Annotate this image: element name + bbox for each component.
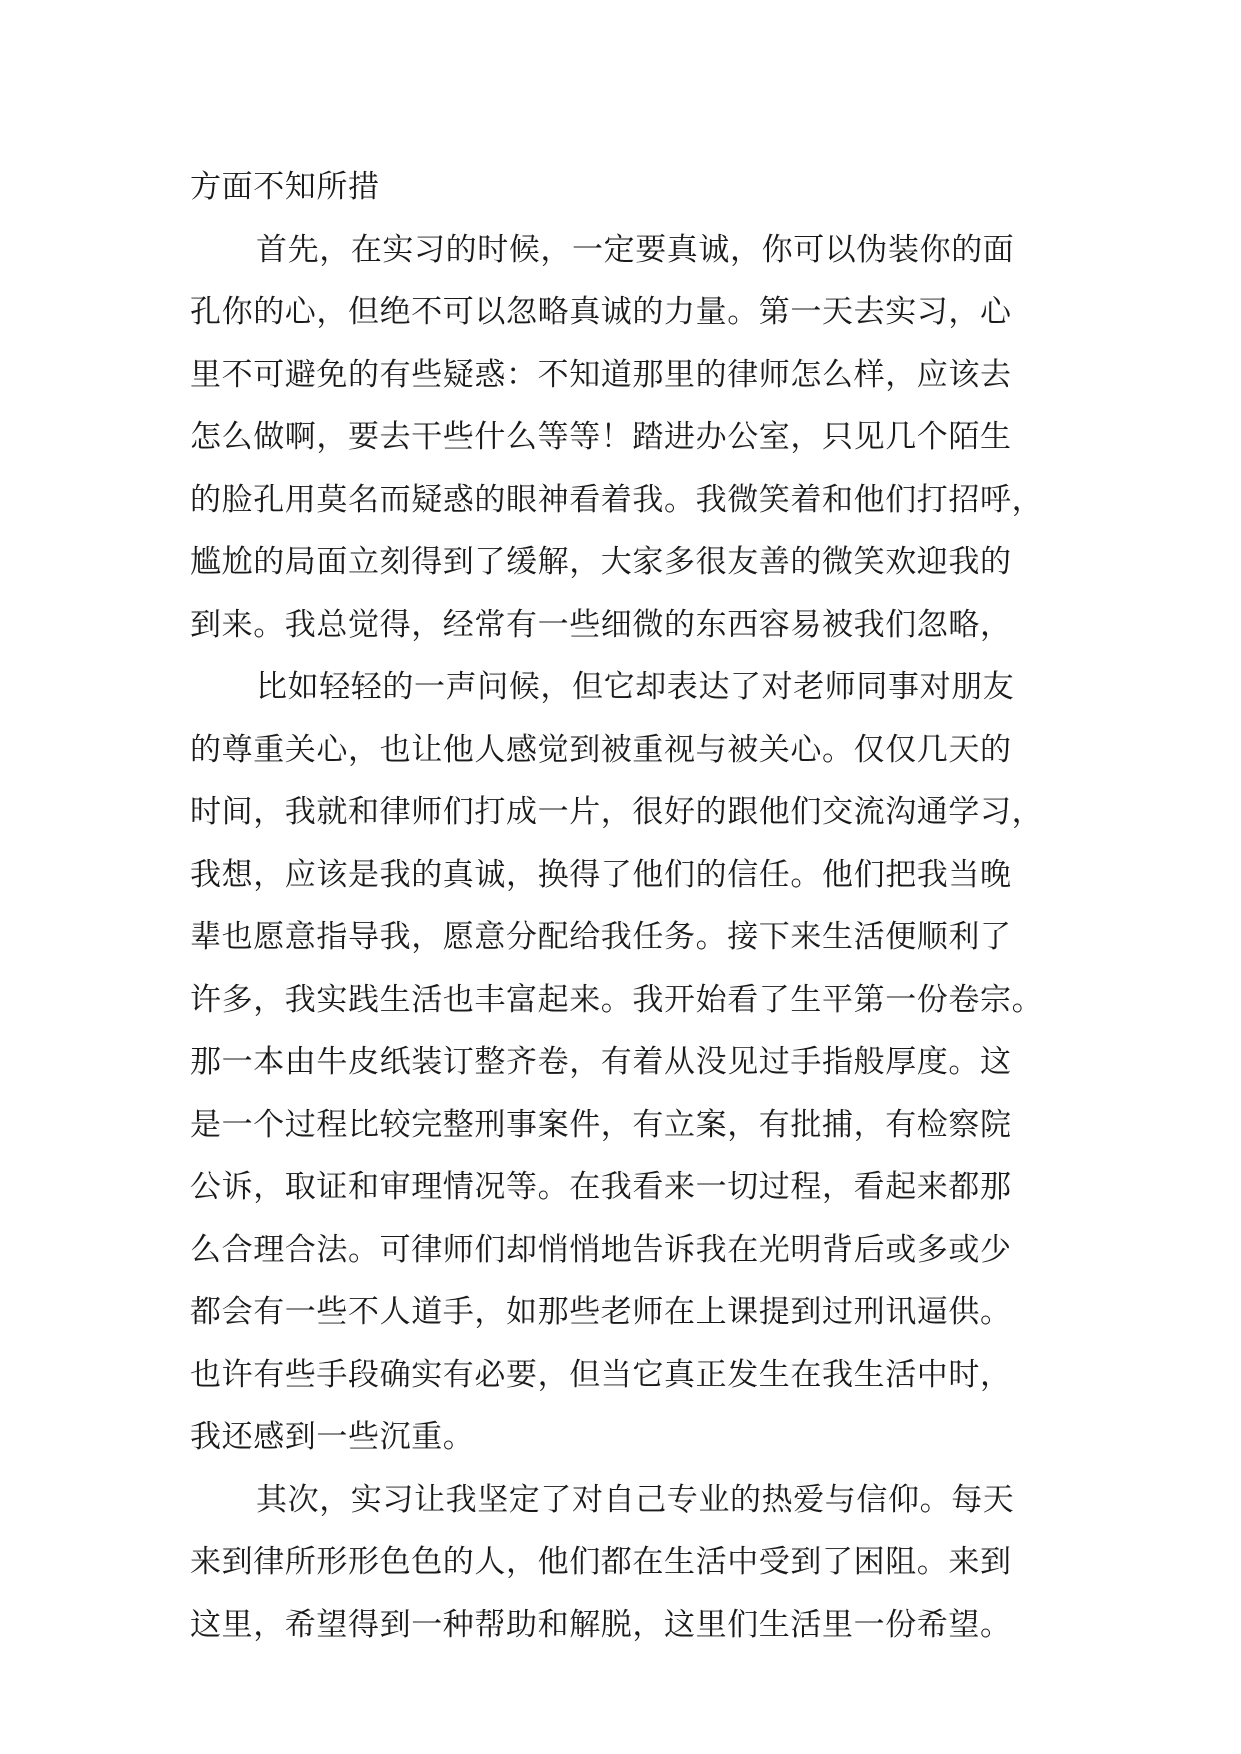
- text-line: 首先，在实习的时候，一定要真诚，你可以伪装你的面: [256, 231, 1015, 268]
- text-line: 的脸孔用莫名而疑惑的眼神看着我。我微笑着和他们打招呼，: [190, 481, 1044, 518]
- text-line: 怎么做啊，要去干些什么等等！踏进办公室，只见几个陌生: [190, 419, 1012, 455]
- text-line: 的尊重关心，也让他人感觉到被重视与被关心。仅仅几天的: [190, 731, 1012, 768]
- text-line: 方面不知所措: [190, 169, 380, 205]
- text-line: 比如轻轻的一声问候，但它却表达了对老师同事对朋友: [256, 669, 1015, 705]
- text-line: 公诉，取证和审理情况等。在我看来一切过程，看起来都那: [190, 1169, 1012, 1205]
- text-line: 到来。我总觉得，经常有一些细微的东西容易被我们忽略，: [190, 606, 1012, 643]
- text-line: 其次，实习让我坚定了对自己专业的热爱与信仰。每天: [256, 1481, 1015, 1518]
- text-line: 那一本由牛皮纸装订整齐卷，有着从没见过手指般厚度。这: [190, 1044, 1012, 1080]
- text-line: 时间，我就和律师们打成一片，很好的跟他们交流沟通学习，: [190, 794, 1044, 830]
- text-line: 都会有一些不人道手，如那些老师在上课提到过刑讯逼供。: [190, 1294, 1012, 1330]
- text-line: 我还感到一些沉重。: [190, 1419, 475, 1455]
- text-line: 是一个过程比较完整刑事案件，有立案，有批捕，有检察院: [190, 1106, 1012, 1143]
- text-line: 这里，希望得到一种帮助和解脱，这里们生活里一份希望。: [190, 1606, 1012, 1643]
- text-line: 尴尬的局面立刻得到了缓解，大家多很友善的微笑欢迎我的: [190, 544, 1012, 580]
- text-line: 么合理合法。可律师们却悄悄地告诉我在光明背后或多或少: [190, 1231, 1012, 1268]
- text-line: 里不可避免的有些疑惑：不知道那里的律师怎么样，应该去: [190, 356, 1012, 393]
- text-line: 也许有些手段确实有必要，但当它真正发生在我生活中时，: [190, 1356, 1012, 1393]
- text-line: 孔你的心，但绝不可以忽略真诚的力量。第一天去实习，心: [190, 294, 1012, 330]
- text-line: 许多，我实践生活也丰富起来。我开始看了生平第一份卷宗。: [190, 981, 1044, 1018]
- text-line: 来到律所形形色色的人，他们都在生活中受到了困阻。来到: [190, 1544, 1012, 1580]
- text-line: 我想，应该是我的真诚，换得了他们的信任。他们把我当晚: [190, 856, 1012, 893]
- body-text: [190, 156, 1070, 1656]
- text-line: 辈也愿意指导我，愿意分配给我任务。接下来生活便顺利了: [190, 919, 1012, 955]
